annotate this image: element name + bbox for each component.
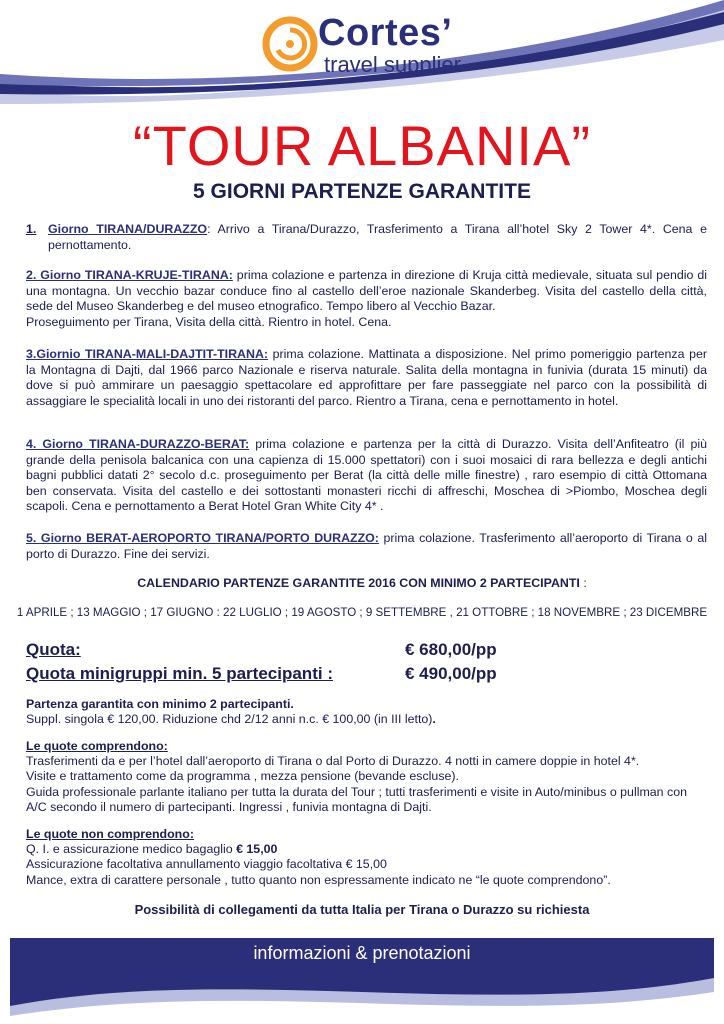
price-label-standard: [26, 640, 81, 660]
calendar-title: [0, 576, 724, 590]
includes-section: [26, 739, 707, 815]
includes-line: Trasferimenti da e per l’hotel dall’aeroporto di Tirana o dal Porto di Durazzo. 4 notti in camere doppie in hotel 4*.: [26, 754, 640, 769]
departure-supplement: [26, 712, 707, 727]
includes-title: Le quote comprendono:: [26, 739, 168, 753]
company-logo: [262, 12, 492, 78]
calendar-title-text: CALENDARIO PARTENZE GARANTITE 2016 CON MINIMO 2 PARTECIPANTI: [137, 576, 580, 590]
excludes-line: Assicurazione facoltativa annullamento viaggio facoltativa € 15,00: [26, 857, 387, 872]
itinerary-day-1: [26, 222, 707, 253]
departure-section: [26, 697, 707, 727]
calendar-dates: 1 APRILE ; 13 MAGGIO ; 17 GIUGNO : 22 LUGLIO ; 19 AGOSTO ; 9 SETTEMBRE , 21 OTTOBRE ; 18 NOVEMBRE ; 23 DICEMBRE: [16, 606, 708, 619]
price-label-text: Quota minigruppi min. 5 partecipanti: [26, 664, 323, 683]
day-description: prima colazione. Trasferimento all’aeroporto di Tirana o al porto di Durazzo. Fine dei servizi.: [26, 531, 707, 561]
day-description: : Arrivo a Tirana/Durazzo, Trasferimento a Tirana all’hotel Sky 2 Tower 4*. Cena e pernottamento.: [48, 222, 707, 252]
logo-brand-name: Cortes’: [318, 12, 453, 54]
page-subtitle: 5 GIORNI PARTENZE GARANTITE: [193, 180, 531, 203]
footer-contact-title: informazioni & prenotazioni: [253, 943, 471, 963]
excludes-amount: € 15,00: [236, 842, 278, 857]
day-heading: 5. Giorno BERAT-AEROPORTO TIRANA/PORTO DURAZZO:: [26, 531, 379, 545]
excludes-line: Q. I. e assicurazione medico bagaglio: [26, 842, 237, 857]
day-description: prima colazione e partenza per la città di Durazzo. Visita dell’Anfiteatro (il più grande della penisola balcanica con una capienza di 15.000 spettatori) con i suoi mosaici di rara bellezza e degli antichi bagni pubblici datati 2° secolo d.c. proseguimento per Berat (la città delle mille finestre) , raro esempio di città Ottomana ben conservata. Visita del castello e dei sottostanti monasteri ricchi di affreschi, Moschea di >Piombo, Moschea degli scapoli. Cena e pernottamento a Berat Hotel Gran White City 4* .: [26, 437, 707, 514]
price-label-text: Quota: [26, 640, 76, 659]
excludes-section: [26, 827, 707, 888]
calendar-title-suffix: :: [579, 576, 587, 590]
excludes-title: Le quote non comprendono:: [26, 827, 194, 841]
departure-line-end: .: [432, 712, 436, 727]
price-value-minigroup: € 490,00/pp: [405, 664, 497, 683]
itinerary-day-2: [26, 268, 707, 330]
footer-wave-decoration: [10, 960, 714, 1024]
day-heading: 4. Giorno TIRANA-DURAZZO-BERAT:: [26, 437, 250, 451]
logo-swirl-icon: [262, 16, 318, 72]
day-heading: 2. Giorno TIRANA-KRUJE-TIRANA:: [26, 268, 233, 282]
price-label-suffix: :: [322, 664, 333, 683]
price-label-suffix: :: [75, 640, 81, 659]
departure-line: Suppl. singola € 120,00. Riduzione chd 2/12 anni n.c. € 100,00 (in III letto): [26, 712, 433, 727]
itinerary-day-3: [26, 347, 707, 409]
departure-title: Partenza garantita con minimo 2 partecipanti.: [26, 697, 294, 711]
itinerary-day-5: [26, 531, 707, 562]
page-title: “TOUR ALBANIA”: [133, 114, 591, 177]
day-heading: 3.Giornio TIRANA-MALI-DAJTIT-TIRANA:: [26, 347, 269, 361]
day-description: prima colazione e partenza in direzione di Kruja città medievale, situata sul pendio di una montagna. Un vecchio bazar conduce fino al castello dell’eroe nazionale Skanderbeg. Visita del castello della città, sede del Museo Skanderbeg e del museo etnografico. Tempo libero al Vecchio Bazar.: [26, 268, 707, 314]
itinerary-day-4: [26, 437, 707, 515]
includes-line: Visite e trattamento come da programma , mezza pensione (bevande escluse).: [26, 769, 459, 784]
logo-tagline: travel supplier: [324, 52, 461, 77]
day-description-continued: Proseguimento per Tirana, Visita della città. Rientro in hotel. Cena.: [26, 314, 392, 329]
day-heading: Giorno TIRANA/DURAZZO: [48, 222, 208, 236]
day-number: 1.: [26, 222, 37, 236]
excludes-line: Mance, extra di carattere personale , tutto quanto non espressamente indicato ne “le quote comprendono”.: [26, 872, 611, 887]
price-value-standard: € 680,00/pp: [405, 640, 497, 659]
includes-line: Guida professionale parlante italiano per tutta la durata del Tour ; tutti trasferimenti e visite in Auto/minibus o pullman con A/C secondo il numero di partecipanti. Ingressi , funivia montagna di Dajti.: [26, 784, 687, 814]
day-description: prima colazione. Mattinata a disposizione. Nel primo pomeriggio partenza per la Montagna di Dajti, dal 1966 parco Nazionale e riserva naturale. Salita della montagna in funivia (durata 15 minuti) da dove si può ammirare un paesaggio spettacolare ed approfittare per fare passeggiate nel parco con la possibilità di assaggiare le specialità locali in uno dei ristoranti del parco. Rientro a Tirana, cena e pernottamento in hotel.: [26, 347, 707, 408]
connections-note: Possibilità di collegamenti da tutta Italia per Tirana o Durazzo su richiesta: [134, 902, 590, 917]
price-label-minigroup: [26, 664, 333, 684]
